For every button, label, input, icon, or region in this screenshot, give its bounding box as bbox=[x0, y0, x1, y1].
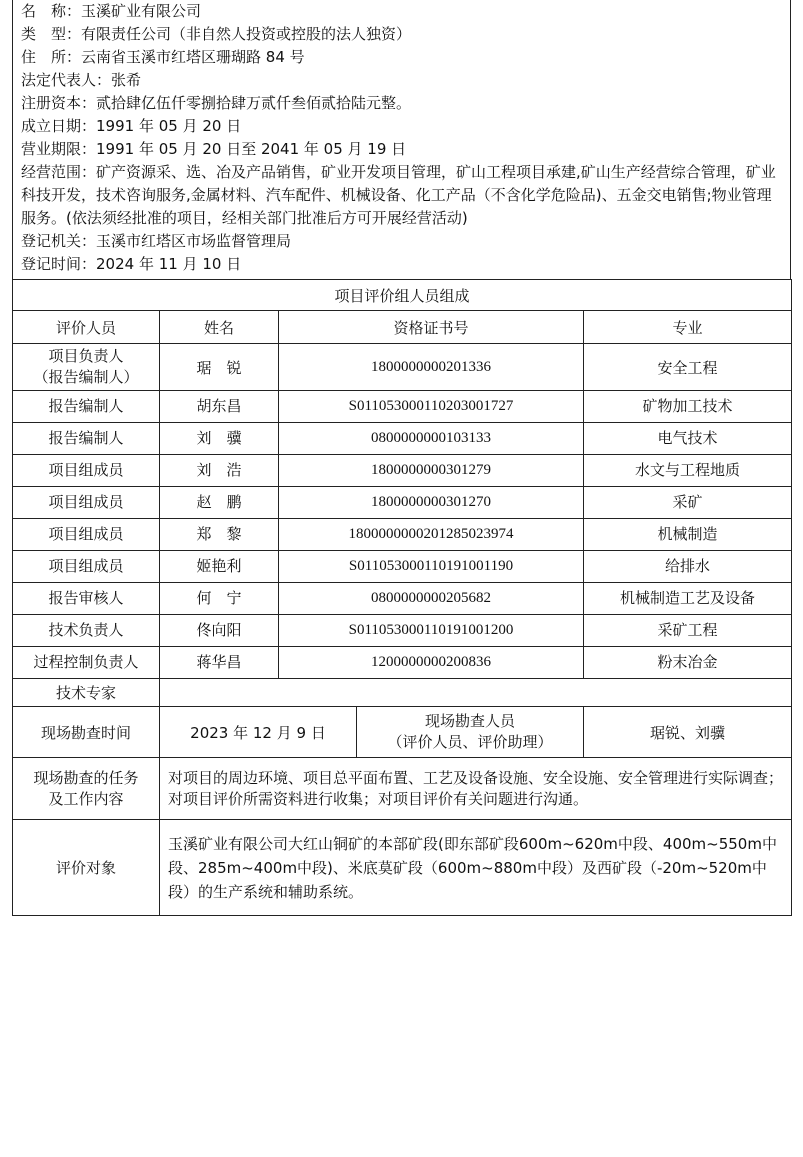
reg-date-line bbox=[13, 253, 790, 279]
survey-task-label: 现场勘查的任务 及工作内容 bbox=[13, 758, 160, 820]
major-cell: 机械制造 bbox=[584, 519, 792, 551]
team-header-row bbox=[13, 311, 792, 344]
survey-time-label: 现场勘查时间 bbox=[13, 707, 160, 758]
legal-rep-label: 法定代表人： bbox=[21, 71, 112, 89]
term-line bbox=[13, 138, 790, 161]
capital-label: 注册资本： bbox=[21, 94, 97, 112]
scope-label: 经营范围： bbox=[21, 163, 97, 181]
cert-cell: 1800000000301270 bbox=[279, 487, 584, 519]
name-cell: 何 宁 bbox=[160, 583, 279, 615]
cert-cell: 1800000000301279 bbox=[279, 455, 584, 487]
reg-date: 2024 年 11 月 10 日 bbox=[96, 255, 242, 273]
table-row bbox=[13, 647, 792, 679]
reg-date-label: 登记时间： bbox=[21, 255, 97, 273]
major-cell: 粉末冶金 bbox=[584, 647, 792, 679]
major-cell: 给排水 bbox=[584, 551, 792, 583]
major-cell: 采矿 bbox=[584, 487, 792, 519]
major-cell: 矿物加工技术 bbox=[584, 391, 792, 423]
cert-cell: 1800000000201336 bbox=[279, 344, 584, 391]
team-title: 项目评价组人员组成 bbox=[13, 280, 792, 311]
team-title-row bbox=[13, 280, 792, 311]
major-cell: 安全工程 bbox=[584, 344, 792, 391]
role-cell: 项目负责人 （报告编制人） bbox=[13, 344, 160, 391]
document-page bbox=[12, 0, 791, 916]
company-info bbox=[12, 0, 791, 279]
scope-text: 矿产资源采、选、冶及产品销售，矿业开发项目管理，矿山工程项目承建,矿山生产经营综合管理，矿业科技开发，技术咨询服务,金属材料、汽车配件、机械设备、化工产品（不含化学危险品)、五金交电销售;物业管理服务。(依法须经批准的项目，经相关部门批准后方可开展经营活动) bbox=[21, 163, 776, 227]
table-row bbox=[13, 423, 792, 455]
table-row bbox=[13, 551, 792, 583]
table-row bbox=[13, 344, 792, 391]
term-label: 营业期限： bbox=[21, 140, 97, 158]
legal-rep-line bbox=[13, 69, 790, 92]
company-address: 云南省玉溪市红塔区珊瑚路 84 号 bbox=[81, 48, 305, 66]
company-type-label: 类 型： bbox=[21, 25, 82, 43]
est-date: 1991 年 05 月 20 日 bbox=[96, 117, 242, 135]
expert-value bbox=[160, 679, 792, 707]
company-name-line bbox=[13, 0, 790, 23]
capital-line bbox=[13, 92, 790, 115]
reg-authority: 玉溪市红塔区市场监督管理局 bbox=[96, 232, 292, 250]
cert-cell: S011053000110191001200 bbox=[279, 615, 584, 647]
object-row bbox=[13, 820, 792, 916]
legal-rep: 张希 bbox=[111, 71, 142, 89]
company-name-label: 名 称： bbox=[21, 2, 82, 20]
table-row bbox=[13, 487, 792, 519]
company-type: 有限责任公司（非自然人投资或控股的法人独资） bbox=[81, 25, 412, 43]
expert-row bbox=[13, 679, 792, 707]
company-name: 玉溪矿业有限公司 bbox=[81, 2, 202, 20]
name-cell: 佟向阳 bbox=[160, 615, 279, 647]
cert-cell: 1800000000201285023974 bbox=[279, 519, 584, 551]
survey-mid-cell bbox=[160, 707, 584, 758]
survey-task: 对项目的周边环境、项目总平面布置、工艺及设备设施、安全设施、安全管理进行实际调查；对项目评价所需资料进行收集；对项目评价有关问题进行沟通。 bbox=[160, 758, 792, 820]
survey-time: 2023 年 12 月 9 日 bbox=[160, 707, 357, 757]
table-row bbox=[13, 583, 792, 615]
company-address-line bbox=[13, 46, 790, 69]
cert-cell: 0800000000103133 bbox=[279, 423, 584, 455]
name-cell: 蒋华昌 bbox=[160, 647, 279, 679]
major-cell: 水文与工程地质 bbox=[584, 455, 792, 487]
survey-people-label: 现场勘查人员 （评价人员、评价助理） bbox=[387, 712, 553, 751]
table-row bbox=[13, 455, 792, 487]
table-row bbox=[13, 615, 792, 647]
role-cell: 报告审核人 bbox=[13, 583, 160, 615]
header-role: 评价人员 bbox=[13, 311, 160, 344]
scope-block bbox=[13, 161, 790, 230]
est-date-label: 成立日期： bbox=[21, 117, 97, 135]
name-cell: 刘 骥 bbox=[160, 423, 279, 455]
name-cell: 刘 浩 bbox=[160, 455, 279, 487]
role-cell: 技术负责人 bbox=[13, 615, 160, 647]
name-cell: 琚 锐 bbox=[160, 344, 279, 391]
survey-mid-split bbox=[160, 707, 583, 757]
role-cell: 项目组成员 bbox=[13, 487, 160, 519]
name-cell: 赵 鹏 bbox=[160, 487, 279, 519]
header-major: 专业 bbox=[584, 311, 792, 344]
company-address-label: 住 所： bbox=[21, 48, 82, 66]
name-cell: 郑 黎 bbox=[160, 519, 279, 551]
est-date-line bbox=[13, 115, 790, 138]
reg-authority-label: 登记机关： bbox=[21, 232, 97, 250]
team-table bbox=[12, 279, 792, 916]
header-cert: 资格证书号 bbox=[279, 311, 584, 344]
company-type-line bbox=[13, 23, 790, 46]
cert-cell: S011053000110203001727 bbox=[279, 391, 584, 423]
object-text: 玉溪矿业有限公司大红山铜矿的本部矿段(即东部矿段600m~620m中段、400m~550m中段、285m~400m中段)、米底莫矿段（600m~880m中段）及西矿段（-20m~520m中段）的生产系统和辅助系统。 bbox=[160, 820, 792, 916]
capital: 贰拾肆亿伍仟零捌拾肆万贰仟叁佰贰拾陆元整。 bbox=[96, 94, 412, 112]
role-cell: 项目组成员 bbox=[13, 455, 160, 487]
major-cell: 采矿工程 bbox=[584, 615, 792, 647]
survey-task-row bbox=[13, 758, 792, 820]
name-cell: 姬艳利 bbox=[160, 551, 279, 583]
role-cell: 项目组成员 bbox=[13, 551, 160, 583]
role-cell: 过程控制负责人 bbox=[13, 647, 160, 679]
table-row bbox=[13, 519, 792, 551]
cert-cell: 1200000000200836 bbox=[279, 647, 584, 679]
cert-cell: 0800000000205682 bbox=[279, 583, 584, 615]
header-name: 姓名 bbox=[160, 311, 279, 344]
cert-cell: S011053000110191001190 bbox=[279, 551, 584, 583]
major-cell: 电气技术 bbox=[584, 423, 792, 455]
role-cell: 报告编制人 bbox=[13, 423, 160, 455]
reg-authority-line bbox=[13, 230, 790, 253]
object-label: 评价对象 bbox=[13, 820, 160, 916]
role-cell: 项目组成员 bbox=[13, 519, 160, 551]
role-cell: 报告编制人 bbox=[13, 391, 160, 423]
survey-row bbox=[13, 707, 792, 758]
name-cell: 胡东昌 bbox=[160, 391, 279, 423]
major-cell: 机械制造工艺及设备 bbox=[584, 583, 792, 615]
table-row bbox=[13, 391, 792, 423]
expert-label: 技术专家 bbox=[13, 679, 160, 707]
survey-people: 琚锐、刘骥 bbox=[584, 707, 792, 758]
term: 1991 年 05 月 20 日至 2041 年 05 月 19 日 bbox=[96, 140, 407, 158]
